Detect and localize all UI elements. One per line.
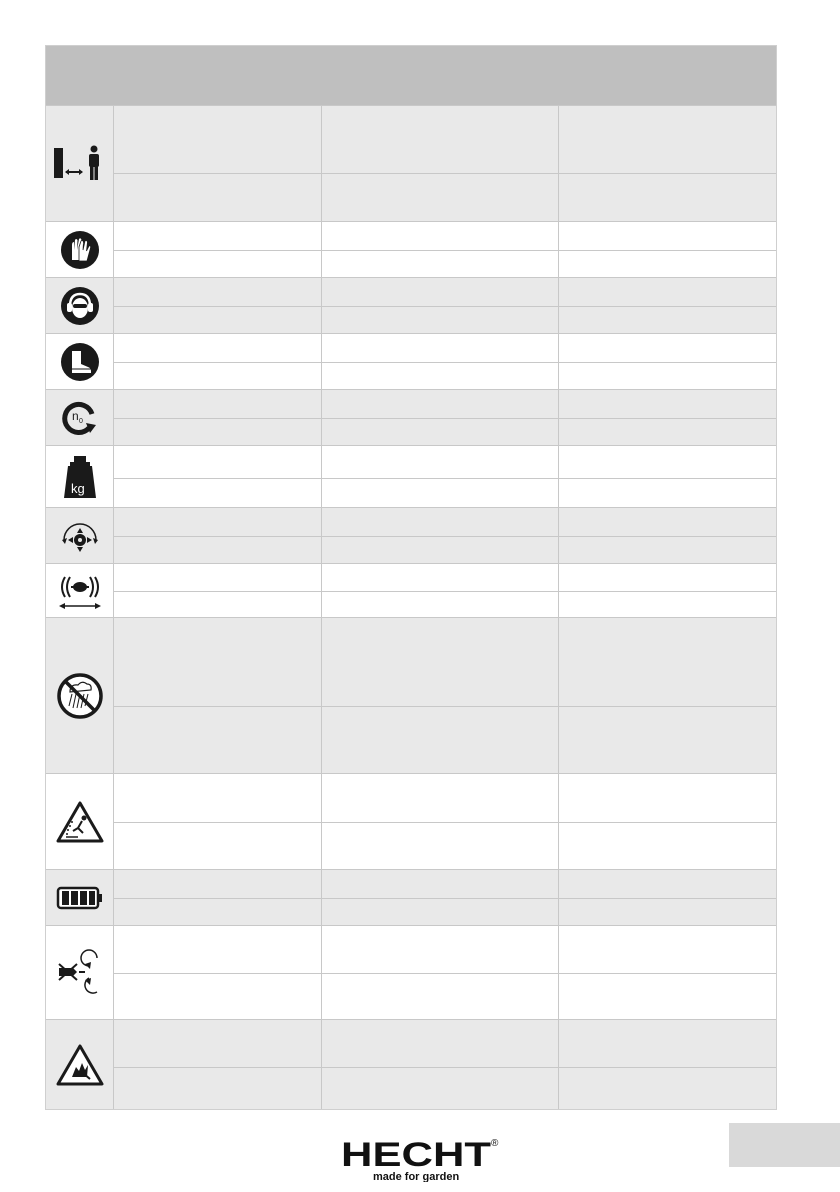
table-cell [114,307,322,333]
symbol-row-group [46,925,776,1019]
safety-distance-icon [46,106,114,221]
table-cell [559,537,776,563]
table-cell [559,592,776,617]
table-cell [114,707,322,773]
table-cell [322,870,559,898]
table-cell [114,251,322,277]
table-row [114,390,776,418]
table-cell [559,251,776,277]
table-cell [559,899,776,925]
table-cell [559,446,776,478]
table-row [114,822,776,869]
table-cell [559,870,776,898]
table-cell [114,174,322,221]
svg-text:n: n [71,408,79,423]
symbol-row-group [46,445,776,507]
table-cell [559,363,776,389]
table-row [114,870,776,898]
table-cell [559,419,776,445]
table-row [114,418,776,445]
table-cell [322,899,559,925]
ear-eye-protection-icon [46,278,114,333]
table-cell [322,419,559,445]
table-row [114,362,776,389]
battery-icon [46,870,114,925]
table-cell [114,592,322,617]
table-cell [114,974,322,1019]
table-cell [114,618,322,706]
table-cell [322,222,559,250]
table-cell [322,926,559,973]
table-cell [114,278,322,306]
table-row [114,926,776,973]
table-cell [559,174,776,221]
symbol-row-group [46,773,776,869]
table-cell [559,222,776,250]
table-cell [322,823,559,869]
table-cell [322,564,559,591]
table-cell [114,823,322,869]
table-cell [559,774,776,822]
table-row [114,898,776,925]
table-row [114,306,776,333]
table-cell [322,974,559,1019]
table-cell [322,251,559,277]
table-row [114,173,776,221]
table-cell [322,307,559,333]
table-cell [114,479,322,507]
table-cell [322,707,559,773]
weight-kg-icon [46,446,114,507]
symbol-row-group [46,507,776,563]
flying-debris-warning-icon [46,774,114,869]
table-header [46,46,776,105]
brand-tagline: made for garden [373,1171,460,1182]
table-row [114,774,776,822]
table-row [114,478,776,507]
table-cell [559,564,776,591]
table-cell [114,926,322,973]
table-row [114,334,776,362]
table-cell [114,419,322,445]
table-cell [114,446,322,478]
table-row [114,1067,776,1109]
table-cell [559,334,776,362]
table-cell [322,479,559,507]
table-row [114,706,776,773]
table-cell [322,774,559,822]
table-cell [114,106,322,173]
table-cell [114,390,322,418]
symbol-row-group [46,277,776,333]
table-row [114,222,776,250]
table-cell [322,537,559,563]
no-rain-icon [46,618,114,773]
symbol-row-group [46,617,776,773]
table-cell [559,974,776,1019]
symbol-row-group [46,1019,776,1109]
table-cell [114,1020,322,1067]
symbol-row-group [46,563,776,617]
table-cell [559,479,776,507]
table-cell [114,334,322,362]
symbol-table [45,45,777,1110]
table-cell [559,106,776,173]
table-cell [322,1020,559,1067]
blade-stop-icon [46,926,114,1019]
vibration-icon [46,564,114,617]
table-cell [114,564,322,591]
idle-speed-icon [46,390,114,445]
table-row [114,106,776,173]
table-row [114,278,776,306]
table-cell [322,363,559,389]
symbol-row-group [46,333,776,389]
table-cell [322,508,559,536]
gloves-icon [46,222,114,277]
table-cell [559,390,776,418]
registered-mark: ® [491,1138,499,1149]
table-cell [114,537,322,563]
table-cell [322,1068,559,1109]
table-cell [322,278,559,306]
table-row [114,446,776,478]
table-cell [559,707,776,773]
table-row [114,1020,776,1067]
table-cell [559,307,776,333]
page-number-tab [729,1123,840,1167]
table-cell [322,592,559,617]
brand-logo [339,1134,499,1182]
rotation-direction-icon [46,508,114,563]
table-cell [114,774,322,822]
table-cell [322,106,559,173]
table-cell [114,508,322,536]
symbol-row-group [46,869,776,925]
table-cell [322,390,559,418]
table-cell [114,222,322,250]
svg-text:kg: kg [70,480,85,496]
symbol-row-group [46,221,776,277]
symbol-row-group [46,389,776,445]
table-cell [322,618,559,706]
table-cell [114,899,322,925]
table-cell [322,174,559,221]
table-row [114,508,776,536]
brand-name: HECHT [341,1136,492,1174]
table-row [114,618,776,706]
hand-injury-warning-icon [46,1020,114,1109]
table-row [114,973,776,1019]
table-row [114,536,776,563]
table-cell [559,508,776,536]
svg-text:0: 0 [78,417,83,425]
symbol-row-group [46,105,776,221]
table-row [114,250,776,277]
table-cell [559,1020,776,1067]
table-cell [114,870,322,898]
safety-boots-icon [46,334,114,389]
table-cell [114,363,322,389]
table-cell [114,1068,322,1109]
table-cell [559,1068,776,1109]
table-cell [322,446,559,478]
table-row [114,591,776,617]
table-cell [559,278,776,306]
table-cell [559,823,776,869]
table-cell [559,926,776,973]
table-cell [322,334,559,362]
table-cell [559,618,776,706]
table-row [114,564,776,591]
